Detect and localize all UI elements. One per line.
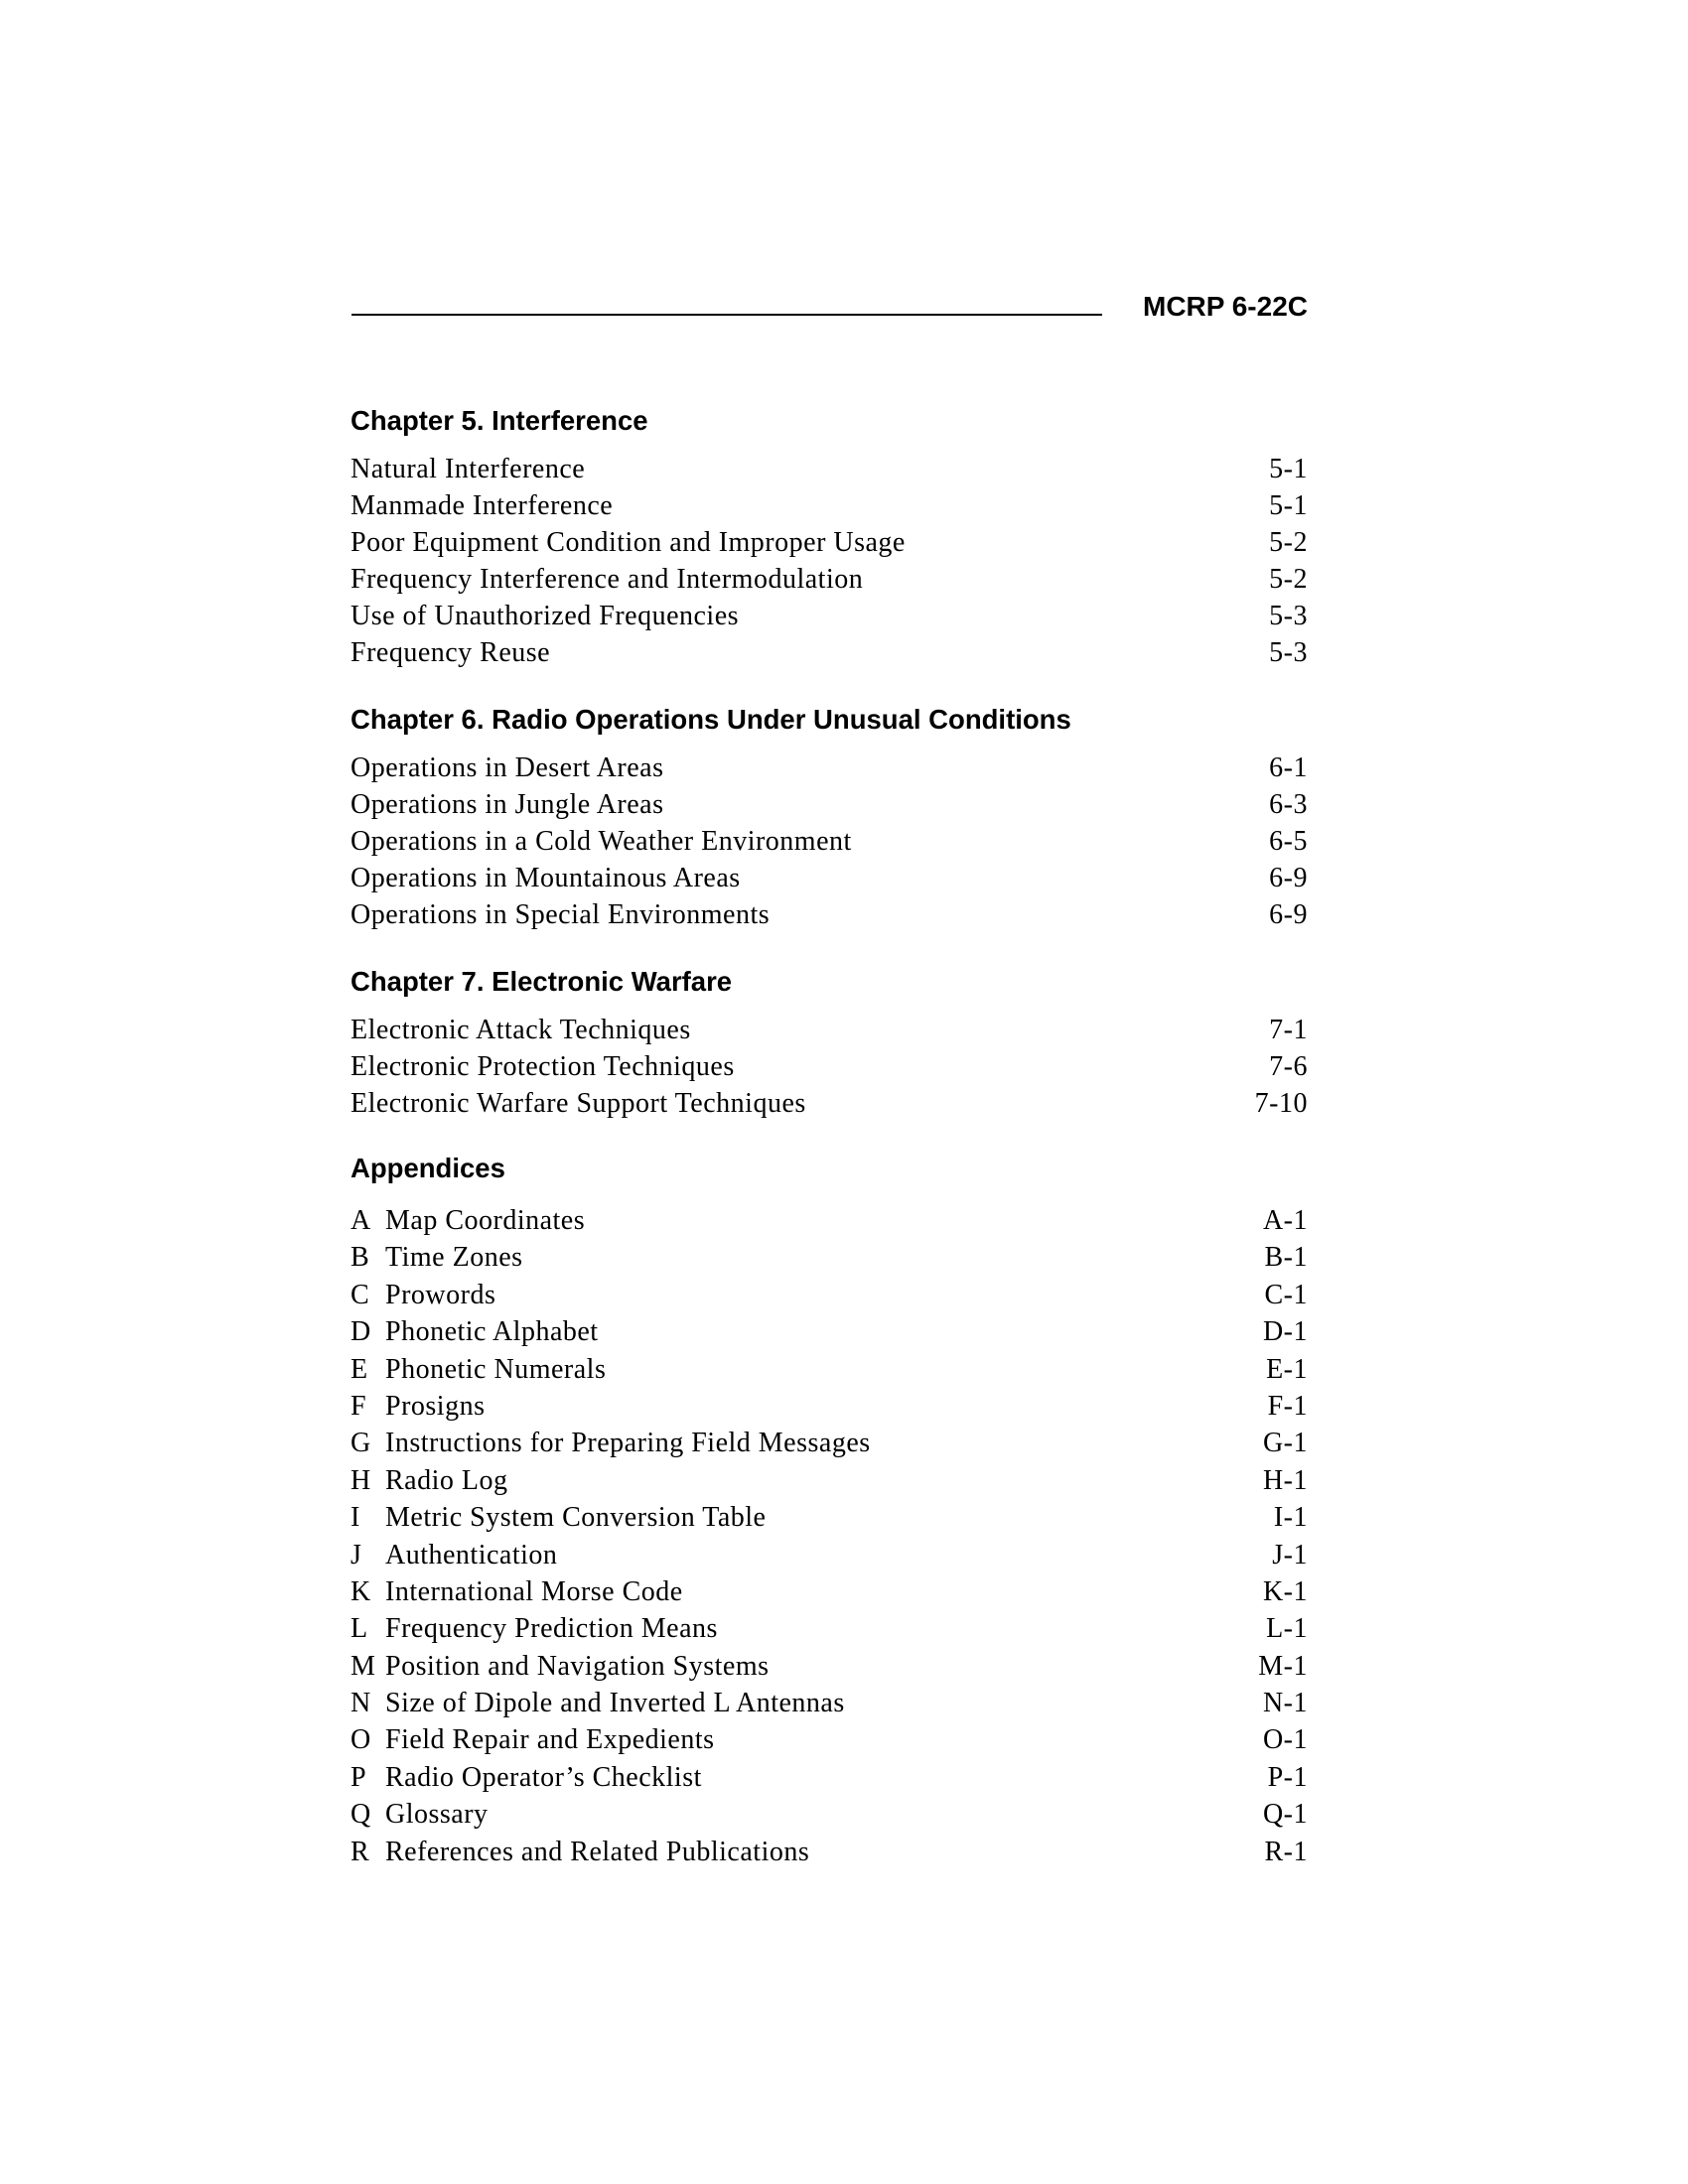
appendix-entry[interactable]: [351, 1499, 1308, 1536]
chapter-heading: Chapter 7. Electronic Warfare: [351, 966, 733, 997]
entry-title: Prosigns: [385, 1390, 486, 1422]
entry-page: G-1: [1262, 1428, 1308, 1459]
entry-title: Time Zones: [385, 1242, 523, 1274]
appendix-entry[interactable]: [351, 1721, 1308, 1758]
toc-entry[interactable]: [351, 487, 1308, 524]
entry-title: Electronic Protection Techniques: [351, 1051, 735, 1082]
appendix-letter: M: [351, 1650, 376, 1682]
entry-title: Poor Equipment Condition and Improper Usage: [351, 527, 906, 558]
chapter-heading: Chapter 6. Radio Operations Under Unusual Conditions: [351, 704, 1071, 735]
entry-page: 5-1: [1269, 490, 1308, 521]
toc-entry[interactable]: [351, 1085, 1308, 1122]
appendix-entry[interactable]: [351, 1834, 1308, 1870]
entry-page: B-1: [1264, 1242, 1308, 1274]
appendix-letter: Q: [351, 1799, 371, 1831]
appendix-entry[interactable]: [351, 1537, 1308, 1573]
entry-page: C-1: [1264, 1279, 1308, 1310]
entry-title: Electronic Warfare Support Techniques: [351, 1088, 806, 1119]
entry-page: P-1: [1267, 1761, 1308, 1793]
appendix-letter: R: [351, 1836, 370, 1867]
entry-page: D-1: [1262, 1316, 1308, 1348]
appendix-letter: L: [351, 1613, 368, 1645]
appendix-entry[interactable]: [351, 1351, 1308, 1388]
entry-title: Operations in Special Environments: [351, 899, 771, 930]
header-rule: [352, 314, 1102, 316]
appendix-letter: O: [351, 1724, 371, 1756]
appendix-entry[interactable]: [351, 1388, 1308, 1425]
appendix-entry[interactable]: [351, 1313, 1308, 1350]
entry-title: Frequency Interference and Intermodulation: [351, 564, 864, 595]
entry-title: Field Repair and Expedients: [385, 1724, 715, 1756]
appendix-letter: C: [351, 1279, 370, 1310]
entry-title: Phonetic Numerals: [385, 1353, 607, 1385]
toc-entry[interactable]: [351, 1012, 1308, 1048]
entry-title: Electronic Attack Techniques: [351, 1015, 691, 1045]
entry-page: 5-1: [1269, 454, 1308, 484]
entry-page: 5-2: [1269, 564, 1308, 595]
entry-page: 7-1: [1269, 1015, 1308, 1045]
toc-entry[interactable]: [351, 451, 1308, 487]
entry-title: Radio Operator’s Checklist: [385, 1761, 702, 1793]
appendix-entry[interactable]: [351, 1759, 1308, 1796]
entry-title: Position and Navigation Systems: [385, 1650, 770, 1682]
appendix-entry[interactable]: [351, 1277, 1308, 1313]
toc-entries: [351, 1012, 1308, 1122]
entry-page: R-1: [1264, 1836, 1308, 1867]
toc-entry[interactable]: [351, 823, 1308, 860]
entry-title: Frequency Prediction Means: [385, 1613, 718, 1645]
entry-title: Operations in Jungle Areas: [351, 789, 664, 820]
entry-title: Size of Dipole and Inverted L Antennas: [385, 1688, 845, 1719]
toc-section-chapter-5: [351, 405, 1308, 671]
entry-page: 6-9: [1269, 899, 1308, 930]
entry-title: Operations in Desert Areas: [351, 752, 664, 783]
entry-page: A-1: [1262, 1205, 1308, 1236]
toc-entry[interactable]: [351, 896, 1308, 933]
entry-title: Prowords: [385, 1279, 496, 1310]
entry-title: International Morse Code: [385, 1575, 683, 1607]
appendix-entry[interactable]: [351, 1202, 1308, 1239]
entry-page: K-1: [1262, 1575, 1308, 1607]
entry-page: Q-1: [1262, 1799, 1308, 1831]
entry-title: Phonetic Alphabet: [385, 1316, 599, 1348]
toc-section-chapter-7: [351, 966, 1308, 1122]
appendix-entry[interactable]: [351, 1610, 1308, 1647]
entry-page: 6-5: [1269, 826, 1308, 857]
toc-entry[interactable]: [351, 1048, 1308, 1085]
toc-entry[interactable]: [351, 634, 1308, 671]
entry-title: Use of Unauthorized Frequencies: [351, 601, 740, 631]
appendix-letter: F: [351, 1390, 367, 1422]
appendix-letter: J: [351, 1539, 362, 1570]
toc-entry[interactable]: [351, 598, 1308, 634]
entry-title: Radio Log: [385, 1464, 508, 1496]
appendix-letter: N: [351, 1688, 371, 1719]
entry-title: Natural Interference: [351, 454, 586, 484]
appendix-letter: H: [351, 1464, 371, 1496]
entry-page: I-1: [1273, 1502, 1308, 1534]
appendix-entry[interactable]: [351, 1685, 1308, 1721]
appendix-letter: G: [351, 1428, 371, 1459]
entry-title: Operations in a Cold Weather Environment: [351, 826, 852, 857]
appendix-entry[interactable]: [351, 1648, 1308, 1685]
appendix-entry[interactable]: [351, 1573, 1308, 1610]
entry-page: N-1: [1262, 1688, 1308, 1719]
entry-page: 6-9: [1269, 863, 1308, 893]
entry-page: M-1: [1258, 1650, 1308, 1682]
entry-page: 5-3: [1269, 601, 1308, 631]
appendix-letter: P: [351, 1761, 367, 1793]
toc-section-appendices: [351, 1153, 1308, 1870]
toc-entry[interactable]: [351, 561, 1308, 598]
toc-entries: [351, 451, 1308, 671]
toc-section-chapter-6: [351, 704, 1308, 933]
appendices-heading: Appendices: [351, 1153, 505, 1183]
entry-page: H-1: [1262, 1464, 1308, 1496]
appendix-letter: A: [351, 1205, 371, 1236]
entry-title: Glossary: [385, 1799, 489, 1831]
entry-page: 6-3: [1269, 789, 1308, 820]
entry-title: Authentication: [385, 1539, 558, 1570]
toc-entry[interactable]: [351, 860, 1308, 896]
entry-page: L-1: [1266, 1613, 1308, 1645]
entry-page: 7-10: [1254, 1088, 1308, 1119]
appendix-entries: [351, 1202, 1308, 1870]
appendix-letter: D: [351, 1316, 371, 1348]
appendix-entry[interactable]: [351, 1796, 1308, 1833]
appendix-entry[interactable]: [351, 1462, 1308, 1499]
entry-title: Frequency Reuse: [351, 637, 551, 668]
toc-entry[interactable]: [351, 524, 1308, 561]
entry-title: Map Coordinates: [385, 1205, 586, 1236]
entry-page: F-1: [1267, 1390, 1308, 1422]
entry-page: 5-2: [1269, 527, 1308, 558]
entry-page: E-1: [1266, 1353, 1308, 1385]
appendix-letter: E: [351, 1353, 368, 1385]
publication-id: MCRP 6-22C: [1143, 291, 1308, 322]
toc-entry[interactable]: [351, 750, 1308, 786]
entry-page: J-1: [1272, 1539, 1308, 1570]
toc-entry[interactable]: [351, 786, 1308, 823]
chapter-heading: Chapter 5. Interference: [351, 405, 648, 436]
entry-page: 5-3: [1269, 637, 1308, 668]
entry-page: 7-6: [1269, 1051, 1308, 1082]
entry-page: O-1: [1262, 1724, 1308, 1756]
toc-entries: [351, 750, 1308, 933]
entry-title: Operations in Mountainous Areas: [351, 863, 741, 893]
entry-title: References and Related Publications: [385, 1836, 810, 1867]
entry-page: 6-1: [1269, 752, 1308, 783]
entry-title: Instructions for Preparing Field Messages: [385, 1428, 871, 1459]
entry-title: Metric System Conversion Table: [385, 1502, 767, 1534]
appendix-letter: I: [351, 1502, 360, 1534]
appendix-letter: K: [351, 1575, 371, 1607]
appendix-letter: B: [351, 1242, 370, 1274]
appendix-entry[interactable]: [351, 1239, 1308, 1276]
appendix-entry[interactable]: [351, 1425, 1308, 1461]
entry-title: Manmade Interference: [351, 490, 614, 521]
